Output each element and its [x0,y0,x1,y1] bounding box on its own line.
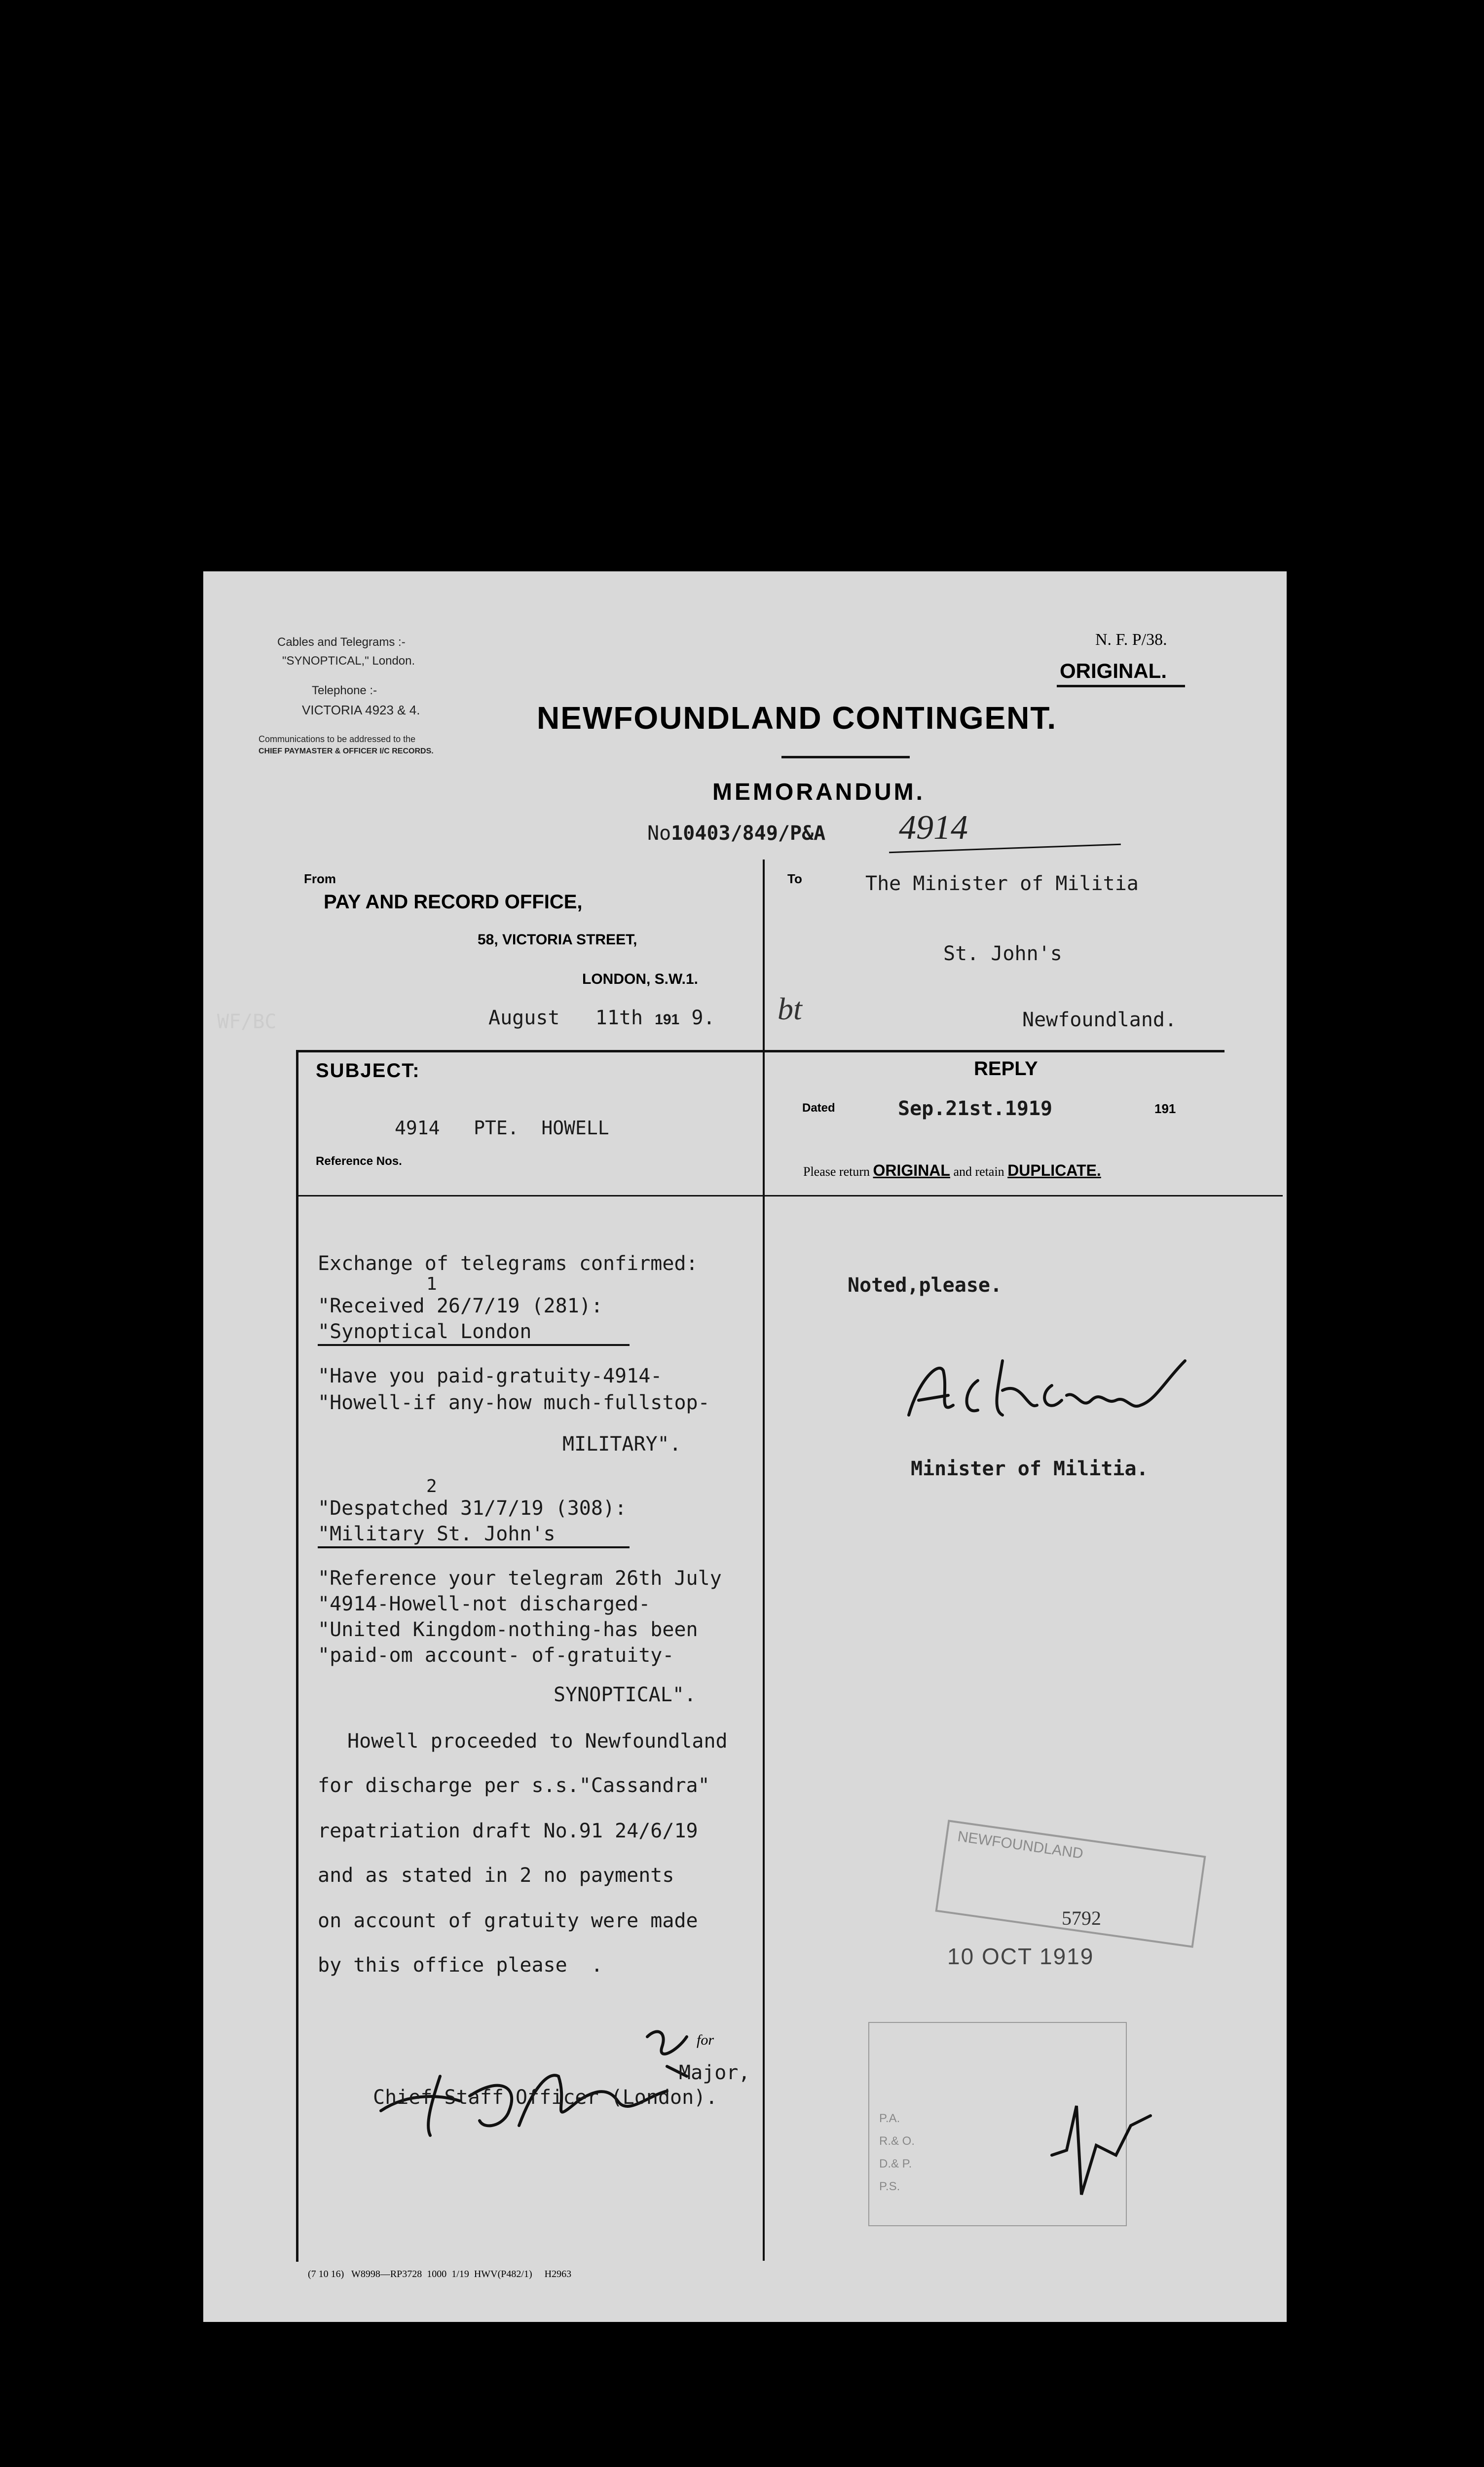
subject-value: 4914 PTE. HOWELL [395,1117,609,1139]
date-day: 11th [595,1007,643,1029]
to-line-1: The Minister of Militia [865,872,1139,895]
return-original: ORIGINAL [873,1161,950,1179]
body-line: Howell proceeded to Newfoundland [347,1730,728,1753]
subject-top-rule [296,1050,1224,1052]
body-line: on account of gratuity were made [318,1909,698,1932]
memo-date [488,1007,715,1029]
left-frame-rule [296,1050,298,2262]
body-line: and as stated in 2 no payments [318,1864,674,1887]
body-line: SYNOPTICAL". [554,1683,696,1706]
body-line: "Have you paid-gratuity-4914- [318,1365,663,1387]
communications-line-2: CHIEF PAYMASTER & OFFICER I/C RECORDS. [259,747,434,755]
reply-signature-title: Minister of Militia. [911,1458,1149,1480]
body-line: "Military St. John's [318,1523,556,1545]
body-line: "Reference your telegram 26th July [318,1567,722,1590]
contingent-title: NEWFOUNDLAND CONTINGENT. [537,700,1057,736]
cables-line-2: "SYNOPTICAL," London. [282,654,415,668]
number-value: 10403/849/P&A [671,822,826,845]
body-line: "United Kingdom-nothing-has been [318,1618,698,1641]
memorandum-subtitle: MEMORANDUM. [712,779,925,805]
from-label: From [304,871,336,886]
dated-suffix: 191 [1154,1101,1176,1116]
date-year-digit: 9. [691,1007,715,1029]
body-underline [318,1344,630,1346]
handwritten-mark: bt [778,991,802,1026]
return-duplicate: DUPLICATE. [1007,1161,1101,1179]
body-line: "Howell-if any-how much-fullstop- [318,1391,710,1414]
body-line: MILITARY". [562,1433,681,1456]
body-line: "Received 26/7/19 (281): [318,1295,603,1317]
reply-text: Noted,please. [848,1274,1002,1297]
body-line: "paid-om account- of-gratuity- [318,1644,674,1667]
signature-title: Chief Staff Officer (London). [373,2086,718,2109]
title-rule [781,756,910,758]
body-line: repatriation draft No.91 24/6/19 [318,1820,698,1842]
stamp-date: 10 OCT 1919 [947,1944,1094,1969]
dated-label: Dated [802,1101,835,1115]
routing-row: D.& P. [879,2157,912,2170]
routing-row: P.S. [879,2180,900,2193]
minister-signature [889,1341,1195,1440]
return-prefix: Please return [803,1164,870,1179]
routing-initials [1042,2096,1160,2209]
stamp-number: 5792 [1062,1907,1101,1929]
dated-value: Sep.21st.1919 [898,1097,1053,1120]
margin-initials: WF/BC [217,1010,277,1033]
body-line: for discharge per s.s."Cassandra" [318,1774,710,1797]
to-line-3: Newfoundland. [1022,1009,1177,1031]
routing-row: P.A. [879,2112,900,2125]
cables-line-1: Cables and Telegrams :- [277,635,406,649]
number-label: No [647,822,671,845]
original-underline [1057,685,1185,687]
telephone-label: Telephone :- [312,684,377,697]
to-label: To [787,871,802,886]
date-month: August [488,1007,560,1029]
from-street: 58, VICTORIA STREET, [478,932,637,948]
date-year-prefix: 191 [655,1011,680,1028]
signature-rank: Major, [679,2061,750,2084]
telephone-number: VICTORIA 4923 & 4. [302,703,420,717]
stamp-line-1: NEWFOUNDLAND [956,1828,1084,1862]
subject-bottom-rule [296,1195,1283,1196]
return-instruction [803,1161,1101,1180]
reference-label: Reference Nos. [316,1155,402,1168]
body-line: Exchange of telegrams confirmed: [318,1252,698,1275]
body-line: by this office please . [318,1954,603,1977]
memo-number [647,822,825,845]
centre-divider [763,860,765,2261]
footer-print-line: (7 10 16) W8998—RP3728 1000 1/19 HWV(P482/1) H2963 [308,2269,572,2280]
routing-row: R.& O. [879,2134,915,2148]
to-line-2: St. John's [943,942,1062,965]
signature-for: for [697,2032,714,2048]
subject-label: SUBJECT: [316,1060,420,1082]
communications-line-1: Communications to be addressed to the [259,734,416,744]
return-mid: and retain [953,1164,1004,1179]
from-office: PAY AND RECORD OFFICE, [324,891,583,913]
reply-label: REPLY [974,1058,1038,1080]
body-line: "Synoptical London [318,1320,532,1343]
handwritten-number: 4914 [899,809,968,847]
body-line: 1 [426,1274,437,1294]
from-city: LONDON, S.W.1. [582,971,699,987]
body-underline [318,1546,630,1548]
original-label: ORIGINAL. [1060,659,1167,682]
form-number: N. F. P/38. [1095,631,1167,649]
body-line: "4914-Howell-not discharged- [318,1593,651,1615]
memorandum-sheet [203,571,1287,2322]
body-line: "Despatched 31/7/19 (308): [318,1497,627,1520]
body-line: 2 [426,1476,437,1496]
